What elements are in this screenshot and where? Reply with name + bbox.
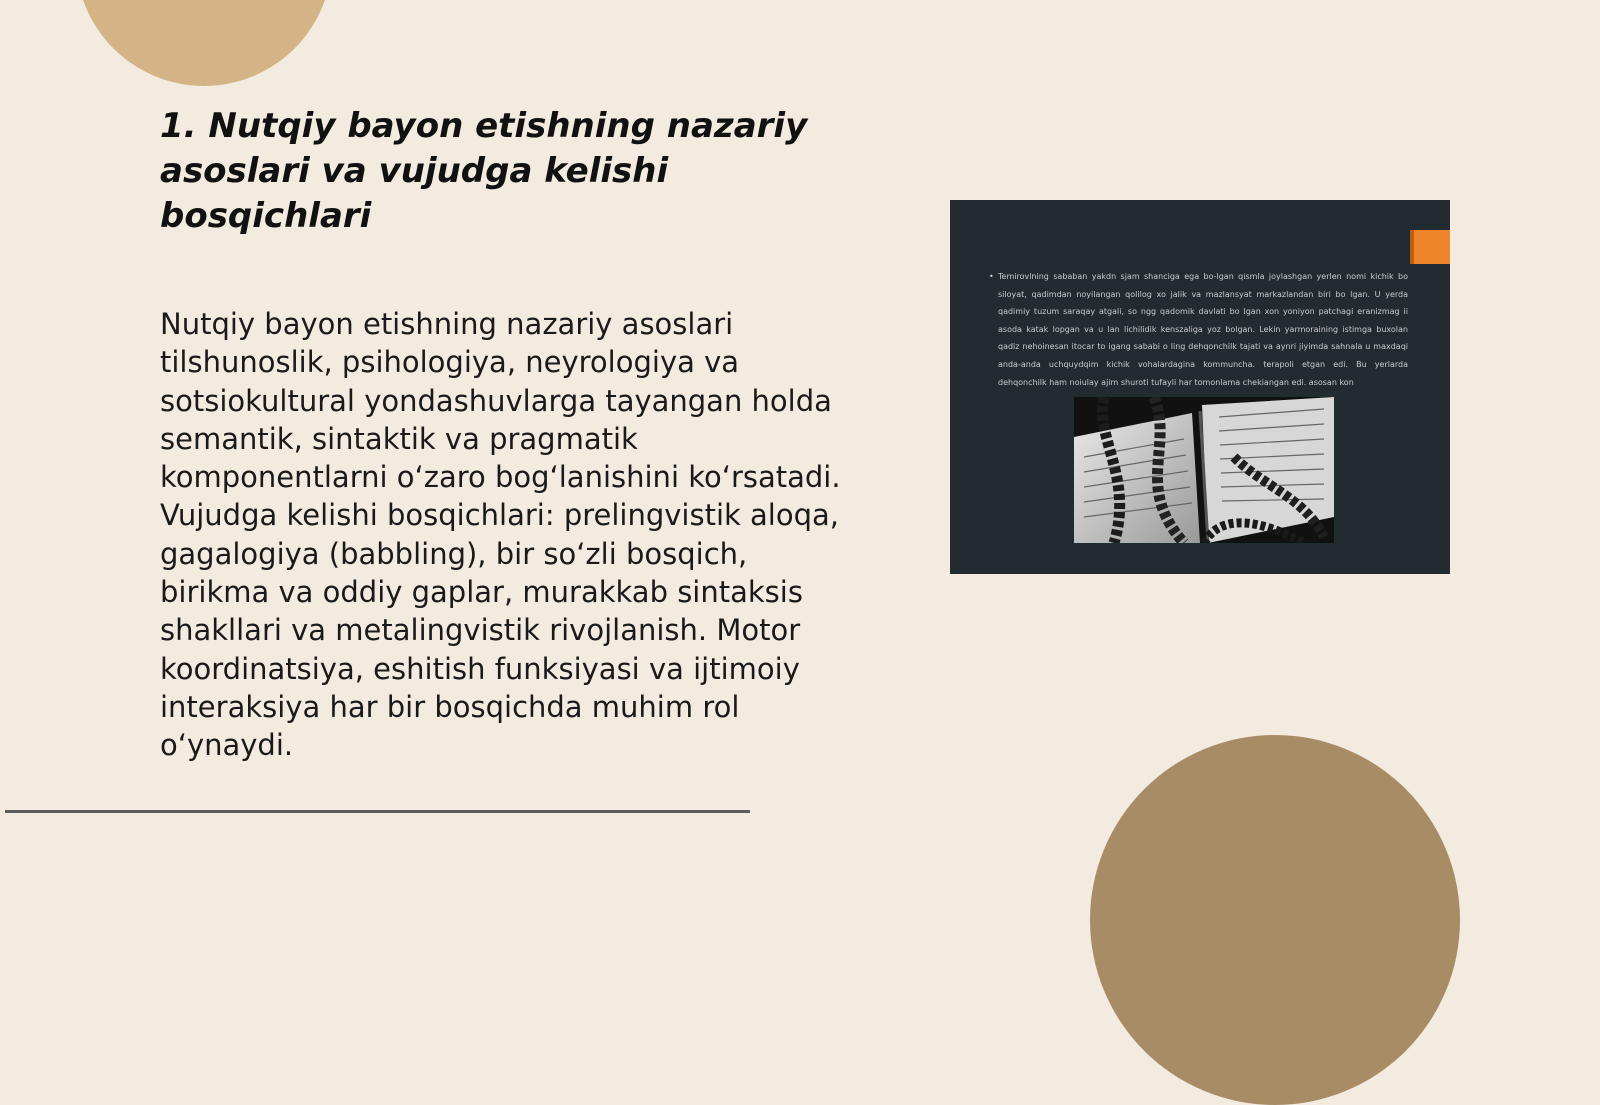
book-rosary-illustration: [1074, 397, 1334, 543]
embedded-slide-image: [950, 200, 1450, 574]
slide-title: 1. Nutqiy bayon etishning nazariy asoslari va vujudga kelishi bosqichlari: [160, 106, 808, 236]
book-rosary-photo: [1074, 397, 1334, 543]
divider-line: [5, 810, 750, 813]
thumbnail-caption: • Temirovlning sababan yakdn sjam shanciga ega bo-lgan qismla joylashgan yerlen nomi kichik bo siloyat, qadimdan noyilangan qolilog xo jalik va mazlansyat markazlandan biri bo lgan. U yerda qadimiy tuzum saraqay atgali, so ngg qadomik davlati bo lgan xon yoniyon patchagi eranizmag ii asoda katak lopgan va u lan lichilidik kenszaliga yoz bolgan. Lekin yarmoraining istimga buxolan qadiz nehoinesan itocar to igang sababi o ling dehqonchilk tajati va aynri jiyimda sahnala u maxdaqi anda-anda uchquydqim kichik vohalardagina kommuncha. terapoli etgan edi. Bu yerlarda dehqonchilk ham noiulay ajim shuroti tufayli har tomonlama chekiangan edi. asosan kon: [998, 268, 1408, 391]
thumbnail-accent-bar: [1410, 230, 1450, 264]
decorative-circle-bottom: [1090, 735, 1460, 1105]
decorative-circle-top: [76, 0, 332, 86]
slide-body-text: Nutqiy bayon etishning nazariy asoslari tilshunoslik, psihologiya, neyrologiya va sotsiokultural yondashuvlarga tayangan holda semantik, sintaktik va pragmatik komponentlarni o‘zaro bog‘lanishini ko‘rsatadi. Vujudga kelishi bosqichlari: prelingvistik aloqa, gagalogiya (babbling), bir so‘zli bosqich, birikma va oddiy gaplar, murakkab sintaksis shakllari va metalingvistik rivojlanish. Motor koordinatsiya, eshitish funksiyasi va ijtimoiy interaksiya har bir bosqichda muhim rol o‘ynaydi.: [160, 307, 841, 763]
